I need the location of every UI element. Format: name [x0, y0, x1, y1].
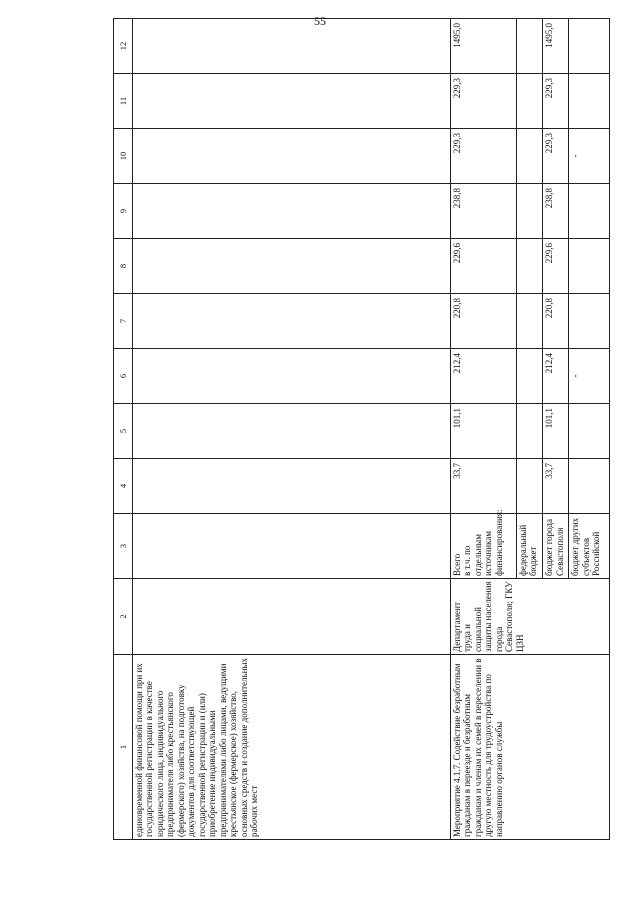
header-col-10: 10: [114, 129, 133, 184]
city-value: 212,4: [543, 349, 569, 404]
source-total: Всего в т.ч. по отдельным источникам финансирования:: [450, 514, 516, 579]
other-dash: -: [569, 129, 610, 184]
total-value: 238,8: [450, 184, 516, 239]
city-value: 229,3: [543, 74, 569, 129]
total-value: 229,3: [450, 129, 516, 184]
rotated-table-wrapper: [113, 23, 610, 840]
page-number: 55: [314, 14, 326, 28]
source-other: бюджет других субъектов Российской: [569, 514, 610, 579]
header-col-11: 11: [114, 74, 133, 129]
total-value: 1495,0: [450, 19, 516, 74]
header-col-7: 7: [114, 294, 133, 349]
header-col-4: 4: [114, 459, 133, 514]
total-value: 212,4: [450, 349, 516, 404]
total-value: 33,7: [450, 459, 516, 514]
header-col-1: 1: [114, 655, 133, 840]
source-city: бюджет города Севастополя: [543, 514, 569, 579]
total-value: 220,8: [450, 294, 516, 349]
total-value: 229,6: [450, 239, 516, 294]
header-col-8: 8: [114, 239, 133, 294]
event-title: Мероприятие 4.1.7. Содействие безработным гражданам в переезде и безработным гражданам и членам их семей в переселении в другую местность для трудоустройства по направлению органов службы: [450, 655, 609, 840]
header-col-5: 5: [114, 404, 133, 459]
continuation-text: единовременной финансовой помощи при их государственной регистрации в качестве юридического лица, индивидуального предпринимателя либо крестьянского (фермерского) хозяйства, на подготовку документов для соответствующей государственной регистрации и (или) приобретение индивидуальными предпринимателями либо лицами, ведущими крестьянское (фермерское) хозяйство, основных средств и создание дополнительных рабочих мест: [132, 655, 450, 840]
header-col-3: 3: [114, 514, 133, 579]
header-col-6: 6: [114, 349, 133, 404]
header-col-12: 12: [114, 19, 133, 74]
total-value: 101,1: [450, 404, 516, 459]
header-row: [114, 19, 133, 840]
header-col-2: 2: [114, 579, 133, 655]
budget-table: [113, 18, 610, 840]
event-executor: Департамент труда и социальной защиты населения города Севастополя; ГКУ ЦЗН: [450, 579, 609, 655]
city-value: 238,8: [543, 184, 569, 239]
total-value: 229,3: [450, 74, 516, 129]
other-dash: -: [569, 349, 610, 404]
source-federal: федеральный бюджет: [516, 514, 542, 579]
city-value: 220,8: [543, 294, 569, 349]
header-col-9: 9: [114, 184, 133, 239]
table-row: [132, 19, 450, 840]
city-value: 101,1: [543, 404, 569, 459]
city-value: 33,7: [543, 459, 569, 514]
table-row: [450, 19, 516, 840]
city-value: 229,6: [543, 239, 569, 294]
city-value: 229,3: [543, 129, 569, 184]
city-value: 1495,0: [543, 19, 569, 74]
